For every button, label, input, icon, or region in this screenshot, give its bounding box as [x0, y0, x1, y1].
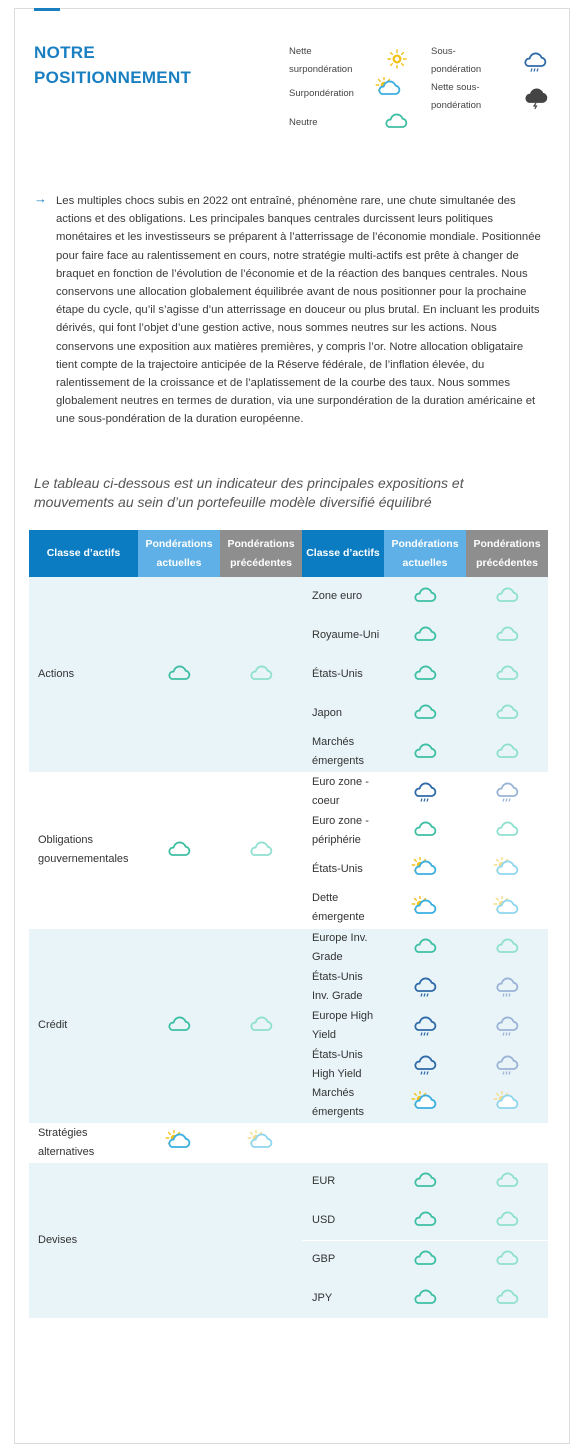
sub-asset-cell: GBP	[302, 1240, 384, 1279]
asset-class-cell: Obligations gouvernementales	[29, 772, 138, 928]
sub-asset-cell: États-Unis High Yield	[302, 1045, 384, 1084]
rain-cloud-icon	[493, 980, 521, 992]
rain-cloud-icon	[411, 1058, 439, 1070]
table-note: Le tableau ci-dessous est un indicateur des principales expositions et mouvements au sein d’un portefeuille modèle diversifié équilibré	[34, 475, 464, 510]
sub-asset-cell: Euro zone - périphérie	[302, 811, 384, 850]
cloud-icon	[165, 844, 193, 856]
sub-asset-cell: États-Unis	[302, 655, 384, 694]
cloud-icon	[411, 942, 439, 954]
legend-label-nette-sous-ponderation: Nette sous- pondération	[431, 82, 482, 111]
sub-previous-weight-cell	[466, 1006, 548, 1045]
cloud-icon	[493, 1214, 521, 1226]
cloud-icon	[493, 824, 521, 836]
sub-previous-weight-cell	[466, 577, 548, 616]
sub-previous-weight-cell	[466, 655, 548, 694]
cloud-icon	[411, 746, 439, 758]
sub-asset-cell: Japon	[302, 694, 384, 733]
cloud-icon	[411, 1254, 439, 1266]
sub-asset-cell: Europe High Yield	[302, 1006, 384, 1045]
cloud-icon	[411, 590, 439, 602]
rain-cloud-icon	[411, 786, 439, 798]
sub-previous-weight-cell	[466, 1279, 548, 1318]
sub-asset-cell: Royaume-Uni	[302, 616, 384, 655]
sub-asset-cell	[302, 1123, 384, 1162]
table-row	[29, 772, 548, 811]
cloud-icon	[247, 1019, 275, 1031]
cloud-icon	[411, 668, 439, 680]
arrow-right-icon: →	[34, 191, 47, 206]
sub-asset-cell: USD	[302, 1201, 384, 1240]
sub-current-weight-cell	[384, 967, 466, 1006]
sub-previous-weight-cell	[466, 1240, 548, 1279]
table-row	[29, 1123, 548, 1162]
sub-current-weight-cell	[384, 1006, 466, 1045]
cloud-icon	[247, 668, 275, 680]
header-ponderations-actuelles-detail: Pondérations actuelles	[384, 530, 466, 577]
sub-current-weight-cell	[384, 850, 466, 889]
cloud-icon	[493, 707, 521, 719]
asset-class-cell: Crédit	[29, 928, 138, 1123]
sub-current-weight-cell	[384, 889, 466, 928]
current-weight-cell	[138, 1123, 220, 1162]
cloud-icon	[382, 110, 410, 140]
sub-current-weight-cell	[384, 1279, 466, 1318]
sun-cloud-icon	[493, 1097, 521, 1109]
sun-cloud-icon	[493, 863, 521, 875]
sub-previous-weight-cell	[466, 1201, 548, 1240]
sub-current-weight-cell	[384, 1201, 466, 1240]
sub-previous-weight-cell	[466, 1123, 548, 1162]
sun-cloud-icon	[247, 1136, 275, 1148]
sun-cloud-icon	[411, 1097, 439, 1109]
sub-current-weight-cell	[384, 655, 466, 694]
previous-weight-cell	[220, 1162, 302, 1318]
header-classe-actifs-detail: Classe d’actifs	[302, 530, 384, 577]
sub-previous-weight-cell	[466, 1045, 548, 1084]
sub-current-weight-cell	[384, 772, 466, 811]
header-ponderations-precedentes-detail: Pondérations précédentes	[466, 530, 548, 577]
cloud-icon	[165, 1019, 193, 1031]
legend-label-surponderation: Surpondération	[289, 88, 354, 99]
previous-weight-cell	[220, 577, 302, 772]
cloud-icon	[411, 1214, 439, 1226]
sub-previous-weight-cell	[466, 928, 548, 967]
cloud-icon	[493, 1292, 521, 1304]
cloud-icon	[493, 590, 521, 602]
table-header-row	[29, 530, 548, 577]
sub-current-weight-cell	[384, 694, 466, 733]
cloud-icon	[411, 707, 439, 719]
sub-current-weight-cell	[384, 577, 466, 616]
current-weight-cell	[138, 577, 220, 772]
rain-cloud-icon	[493, 1019, 521, 1031]
section-title: NOTRE POSITIONNEMENT	[34, 43, 192, 87]
sub-asset-cell: États-Unis	[302, 850, 384, 889]
allocation-table	[29, 530, 548, 1318]
storm-cloud-icon	[522, 85, 550, 115]
sub-asset-cell: États-Unis Inv. Grade	[302, 967, 384, 1006]
sun-cloud-icon	[375, 77, 403, 107]
previous-weight-cell	[220, 772, 302, 928]
cloud-icon	[493, 1254, 521, 1266]
sub-current-weight-cell	[384, 811, 466, 850]
sub-asset-cell: Dette émergente	[302, 889, 384, 928]
sub-current-weight-cell	[384, 616, 466, 655]
previous-weight-cell	[220, 928, 302, 1123]
sun-cloud-icon	[165, 1136, 193, 1148]
sub-asset-cell: Europe Inv. Grade	[302, 928, 384, 967]
sub-previous-weight-cell	[466, 850, 548, 889]
sun-cloud-icon	[411, 902, 439, 914]
sub-previous-weight-cell	[466, 616, 548, 655]
sub-current-weight-cell	[384, 1084, 466, 1123]
sub-current-weight-cell	[384, 1240, 466, 1279]
previous-weight-cell	[220, 1123, 302, 1162]
cloud-icon	[493, 668, 521, 680]
sub-previous-weight-cell	[466, 811, 548, 850]
sub-previous-weight-cell	[466, 967, 548, 1006]
intro-paragraph: Les multiples chocs subis en 2022 ont entraîné, phénomène rare, une chute simultanée des actions et des obligations. Les principales banques centrales durcissent leurs politiques monétaires et les investisseurs se préparent à l’atterrissage de l’économie mondiale. Positionnée pour faire face au ralentissement en cours, notre stratégie multi-actifs est prête à changer de braquet en fonction de l’évolution de l’économie et de la réaction des banques centrales. Nous conservons une allocation globalement équilibrée avant de nous positionner pour la prochaine étape du cycle, qu’il s’agisse d’un atterrissage en douceur ou plus brutal. En incluant les produits dérivés, qui font l’objet d’une gestion active, nous sommes neutres sur les actions. Nous conservons une exposition aux matières premières, y compris l’or. Notre allocation obligataire tient compte de la trajectoire anticipée de la Réserve fédérale, de l’inflation élevée, du ralentissement de la croissance et de l’aplatissement de la courbe des taux. Nous sommes globalement neutres en termes de duration, via une surpondération de la duration américaine et une sous-pondération de la duration européenne.	[56, 195, 541, 426]
sub-asset-cell: Marchés émergents	[302, 733, 384, 772]
header-ponderations-precedentes: Pondérations précédentes	[220, 530, 302, 577]
sub-previous-weight-cell	[466, 1162, 548, 1201]
sub-current-weight-cell	[384, 1123, 466, 1162]
cloud-icon	[411, 1292, 439, 1304]
cloud-icon	[493, 1176, 521, 1188]
sub-current-weight-cell	[384, 1162, 466, 1201]
asset-class-cell: Stratégies alternatives	[29, 1123, 138, 1162]
sub-previous-weight-cell	[466, 694, 548, 733]
cloud-icon	[247, 844, 275, 856]
sub-asset-cell: Euro zone - coeur	[302, 772, 384, 811]
sub-previous-weight-cell	[466, 1084, 548, 1123]
accent-bar	[34, 8, 60, 11]
sun-cloud-icon	[493, 902, 521, 914]
legend-label-sous-ponderation: Sous- pondération	[431, 46, 482, 75]
rain-cloud-icon	[493, 1058, 521, 1070]
sub-asset-cell: Marchés émergents	[302, 1084, 384, 1123]
cloud-icon	[411, 824, 439, 836]
sub-current-weight-cell	[384, 733, 466, 772]
cloud-icon	[493, 942, 521, 954]
sub-current-weight-cell	[384, 1045, 466, 1084]
sub-asset-cell: JPY	[302, 1279, 384, 1318]
table-row	[29, 577, 548, 616]
rain-cloud-icon	[411, 1019, 439, 1031]
current-weight-cell	[138, 772, 220, 928]
rain-cloud-icon	[493, 786, 521, 798]
table-row	[29, 1162, 548, 1201]
sub-asset-cell: Zone euro	[302, 577, 384, 616]
sub-current-weight-cell	[384, 928, 466, 967]
current-weight-cell	[138, 1162, 220, 1318]
asset-class-cell: Actions	[29, 577, 138, 772]
legend-label-neutre: Neutre	[289, 117, 318, 128]
sub-asset-cell: EUR	[302, 1162, 384, 1201]
asset-class-cell: Devises	[29, 1162, 138, 1318]
header-ponderations-actuelles: Pondérations actuelles	[138, 530, 220, 577]
table-row	[29, 928, 548, 967]
sub-previous-weight-cell	[466, 889, 548, 928]
cloud-icon	[165, 668, 193, 680]
sub-previous-weight-cell	[466, 733, 548, 772]
cloud-icon	[493, 629, 521, 641]
header-classe-actifs: Classe d’actifs	[29, 530, 138, 577]
cloud-icon	[411, 1176, 439, 1188]
sub-previous-weight-cell	[466, 772, 548, 811]
cloud-icon	[411, 629, 439, 641]
legend-label-nette-surponderation: Nette surpondération	[289, 46, 353, 75]
current-weight-cell	[138, 928, 220, 1123]
sun-cloud-icon	[411, 863, 439, 875]
sun-icon	[384, 46, 412, 76]
cloud-icon	[493, 746, 521, 758]
rain-cloud-icon	[411, 980, 439, 992]
rain-cloud-icon	[521, 49, 549, 79]
